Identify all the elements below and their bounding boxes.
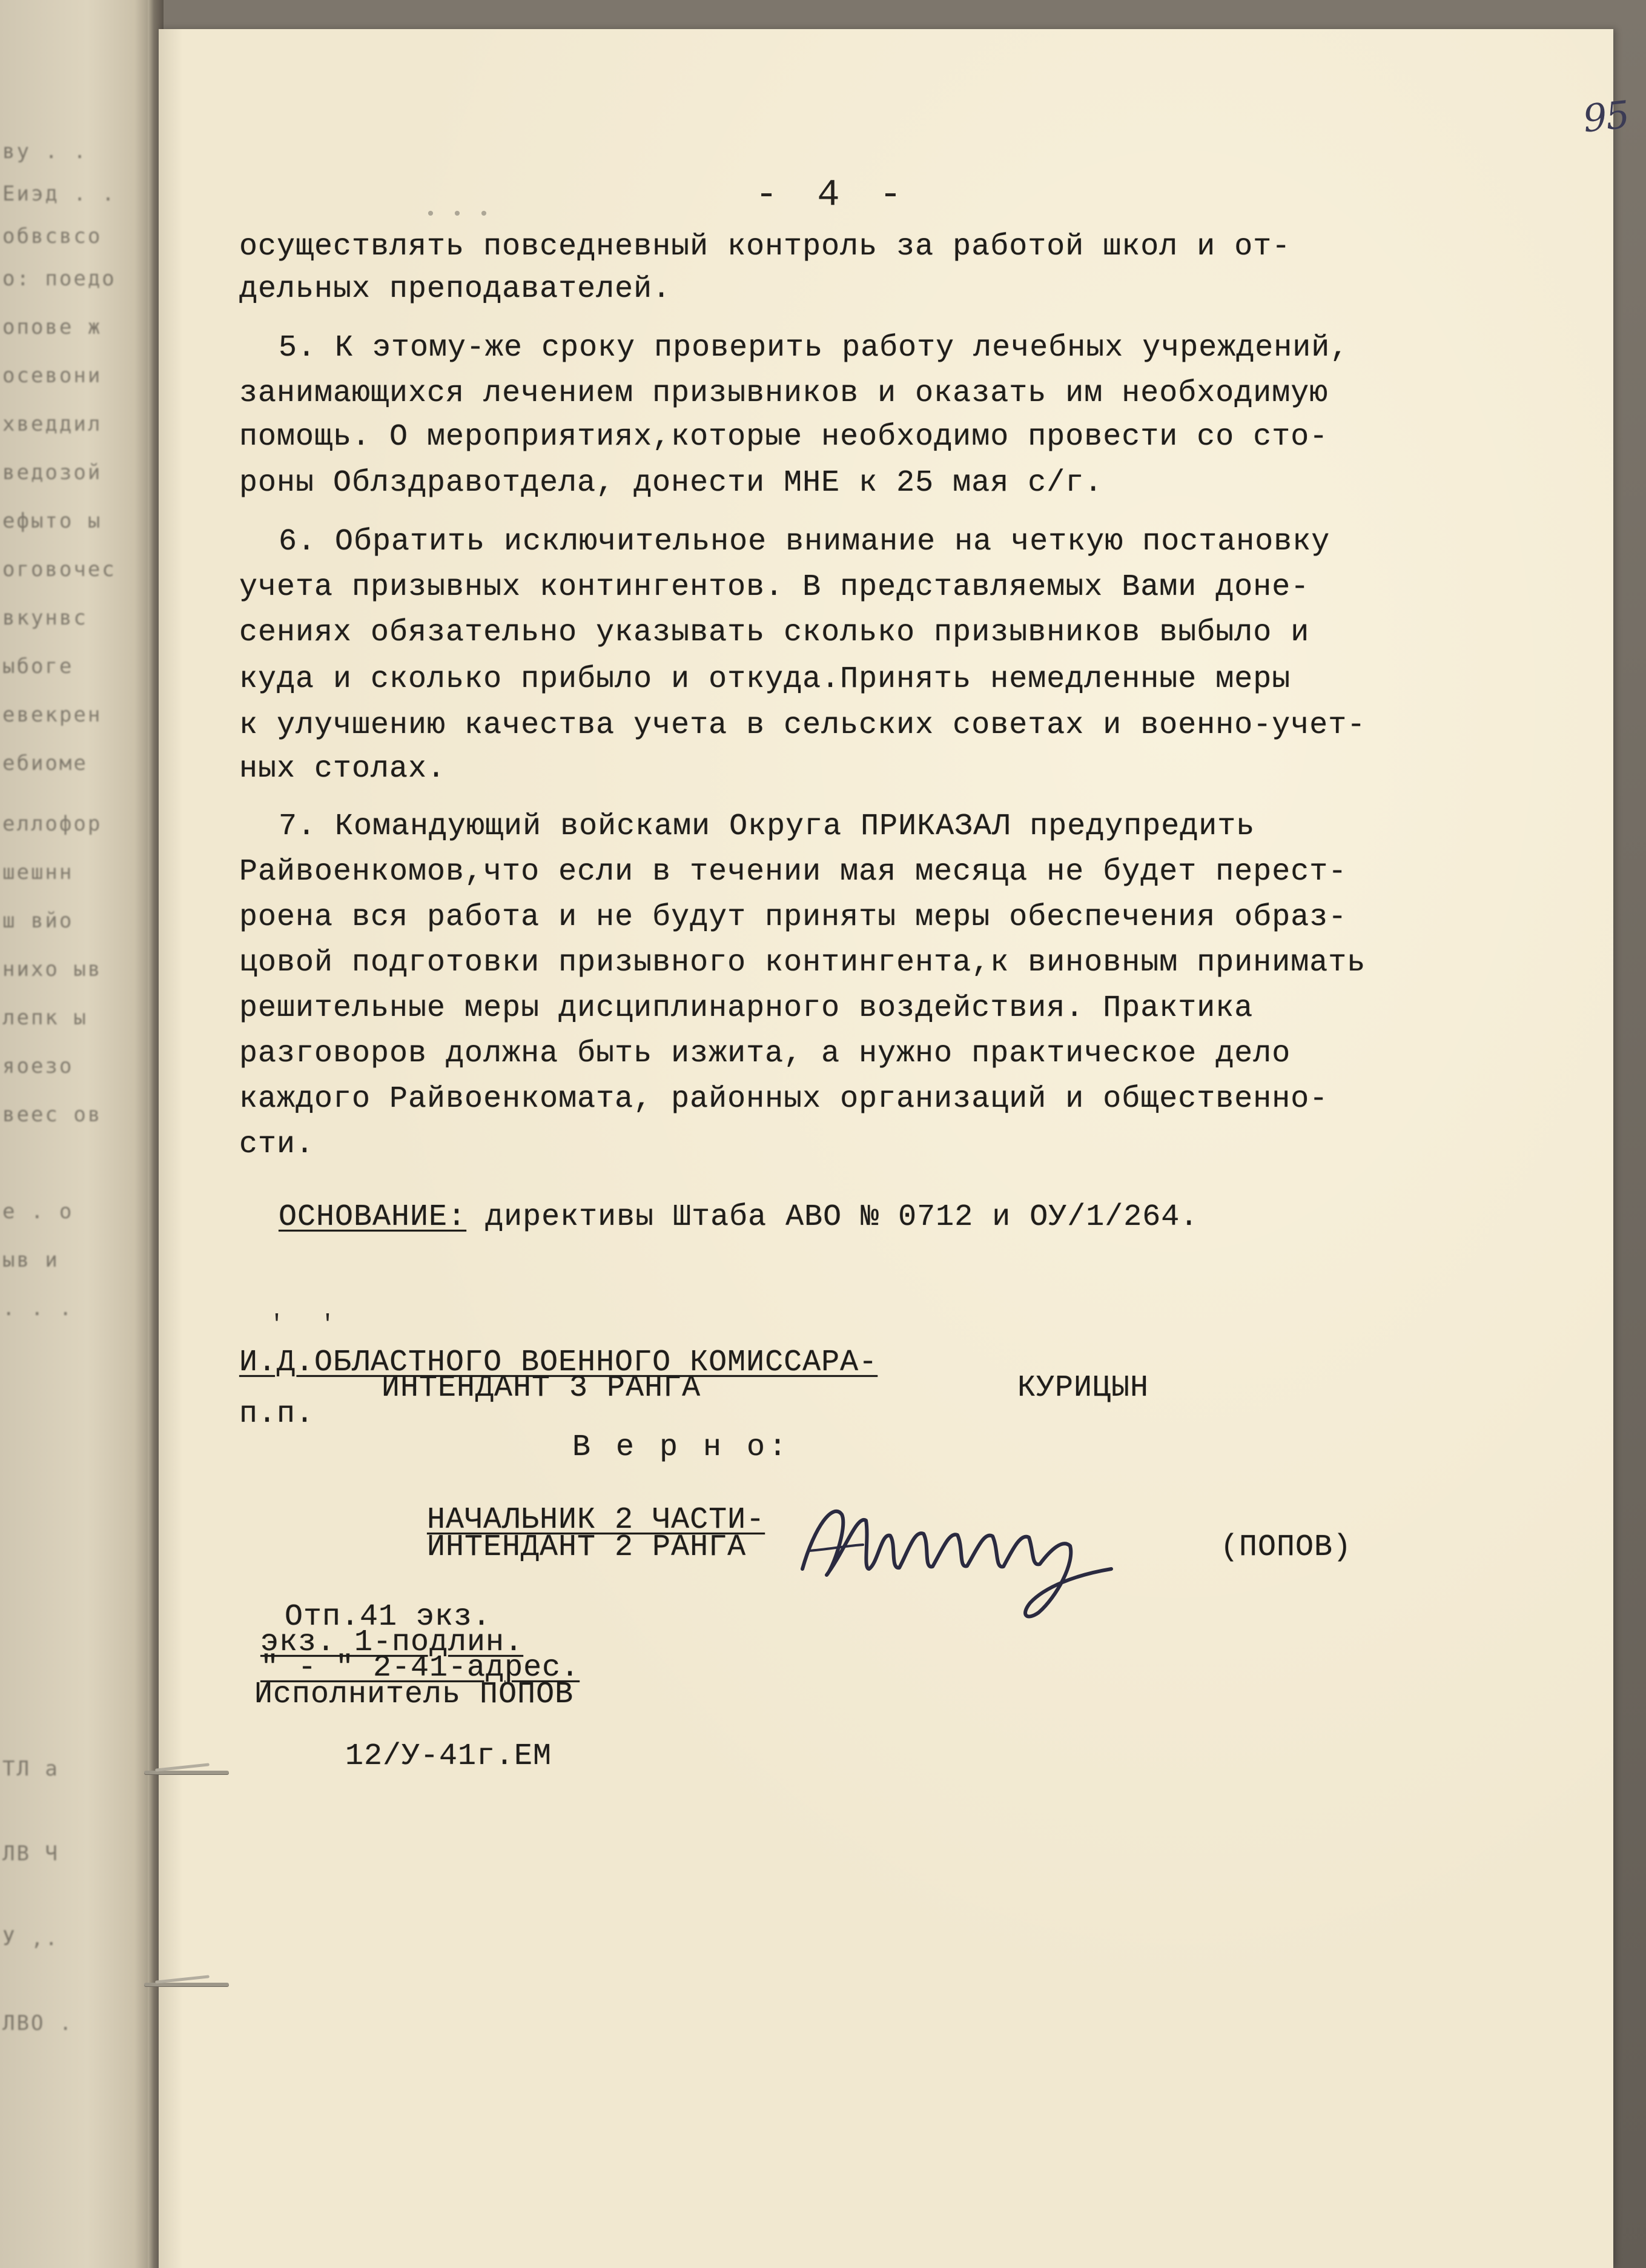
second-signatory-rank: ИНТЕНДАНТ 2 РАНГА <box>427 1530 747 1565</box>
body-line: разговоров должна быть изжита, а нужно практическое дело <box>239 1036 1291 1071</box>
ink-smudge: • • • <box>425 205 492 225</box>
basis-label: ОСНОВАНИЕ: <box>279 1200 467 1235</box>
body-line: дельных преподавателей. <box>239 272 672 307</box>
footer-line: " - " 2-41-адрес. <box>260 1651 580 1685</box>
body-line: куда и сколько прибыло и откуда.Принять немедленные меры <box>239 662 1291 697</box>
body-line: помощь. О мероприятиях,которые необходимо провести со сто- <box>239 420 1329 454</box>
body-line: сти. <box>239 1127 315 1162</box>
footer-line: Отп.41 экз. <box>285 1600 492 1634</box>
handwritten-signature <box>790 1478 1129 1623</box>
folio-number: 95 <box>1581 92 1631 141</box>
body-line: 7. Командующий войсками Округа ПРИКАЗАЛ предупредить <box>279 809 1255 844</box>
footer-line: Исполнитель ПОПОВ <box>254 1677 574 1712</box>
body-line: решительные меры дисциплинарного воздействия. Практика <box>239 991 1254 1026</box>
second-signatory-title: НАЧАЛЬНИК 2 ЧАСТИ- <box>427 1503 765 1537</box>
body-line: роны Облздравотдела, донести МНЕ к 25 мая с/г. <box>239 466 1103 500</box>
margin-marks: ' ' <box>269 1311 346 1339</box>
signatory-title: И.Д.ОБЛАСТНОГО ВОЕННОГО КОМИССАРА- <box>239 1345 878 1380</box>
body-line: Райвоенкомов,что если в течении мая месяца не будет перест- <box>239 855 1347 889</box>
body-line: учета призывных контингентов. В представляемых Вами доне- <box>239 570 1310 605</box>
basis-text: директивы Штаба АВО № 0712 и ОУ/1/264. <box>466 1200 1199 1235</box>
body-line: 5. К этому-же сроку проверить работу лечебных учреждений, <box>279 331 1349 365</box>
second-signatory-name: (ПОПОВ) <box>1220 1530 1352 1565</box>
footer-line: экз. 1-подлин. <box>260 1625 524 1660</box>
signatory-name: КУРИЦЫН <box>1017 1371 1149 1405</box>
page-number: - 4 - <box>755 173 911 216</box>
body-line: сениях обязательно указывать сколько призывников выбыло и <box>239 615 1310 650</box>
body-line: ных столах. <box>239 752 446 786</box>
binding-thread <box>144 1766 229 1779</box>
signatory-pp: п.п. <box>239 1397 315 1431</box>
basis-line <box>279 1199 1198 1236</box>
body-line: осуществлять повседневный контроль за работой школ и от- <box>239 230 1291 264</box>
footer-line: 12/У-41г.ЕМ <box>345 1739 552 1774</box>
verified-label: В е р н о: <box>572 1430 791 1465</box>
body-line: 6. Обратить исключительное внимание на четкую постановку <box>279 525 1330 559</box>
signatory-rank: ИНТЕНДАНТ 3 РАНГА <box>382 1371 701 1405</box>
body-line: к улучшению качества учета в сельских советах и военно-учет- <box>239 708 1366 743</box>
body-line: занимающихся лечением призывников и оказать им необходимую <box>239 376 1329 411</box>
body-line: цовой подготовки призывного контингента,к виновным принимать <box>239 946 1366 980</box>
body-line: роена вся работа и не будут приняты меры обеспечения образ- <box>239 900 1347 935</box>
previous-page-bleed: ву . . Еиэд . . обвсвсо о: поедо опове ж осевони хведдил ведозой ефыто ы оговочес вкунвс ыбоге евекрен ебиоме еллофор шешнн ш вйо нихо ыв лепк ы яоезо веес ов е . о ыв и . . . ТЛ а ЛВ Ч У ,. ЛВО . <box>0 0 159 2268</box>
body-line: каждого Райвоенкомата, районных организаций и общественно- <box>239 1082 1329 1116</box>
binding-thread <box>144 1978 229 1991</box>
